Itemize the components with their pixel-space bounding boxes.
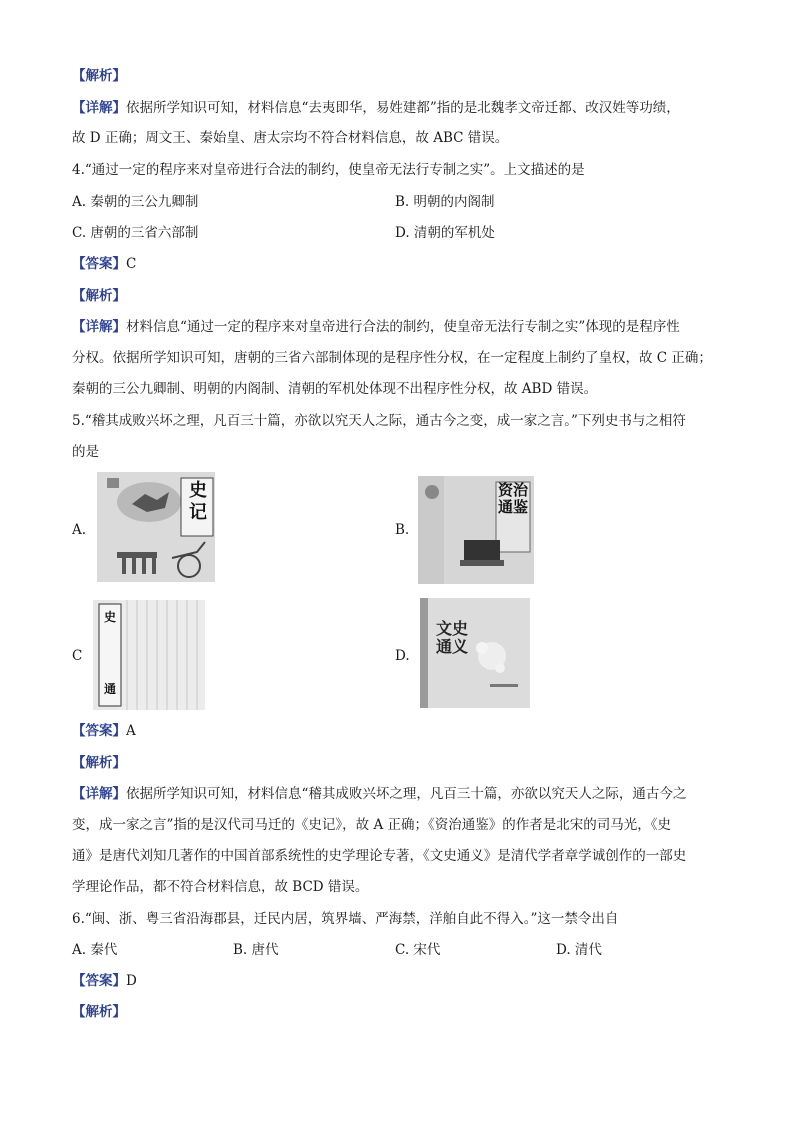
answer-value: D [126,973,137,989]
q4-answer [72,254,136,274]
detail-paragraph-line: 通》是唐代刘知几著作的中国首部系统性的史学理论专著，《文史通义》是清代学者章学诚创作的一部史 [72,848,687,864]
q5-label-c: C [72,648,83,664]
q4-option-b: B. 明朝的内阁制 [395,194,495,210]
question-5-stem: 5.“稽其成败兴坏之理，凡百三十篇，亦欲以究天人之际，通古今之变，成一家之言。”下列史书与之相符 [72,413,686,429]
q5-label-a: A. [72,522,87,538]
detail-tag: 【详解】 [72,786,126,802]
q4-option-c: C. 唐朝的三省六部制 [72,225,199,241]
book-cover-shitong [93,600,205,710]
detail-paragraph-line: 秦朝的三公九卿制、明朝的内阁制、清朝的军机处体现不出程序性分权，故 ABD 错误。 [72,381,598,397]
shitong-title-bottom: 通 [103,682,116,696]
question-5-stem: 的是 [72,444,99,460]
answer-tag: 【答案】 [72,973,126,989]
detail-tag: 【详解】 [72,319,126,335]
detail-text: 依据所学知识可知，材料信息“稽其成败兴坏之理，凡百三十篇，亦欲以究天人之际，通古今之 [126,786,687,802]
detail-tag: 【详解】 [72,100,126,116]
q6-option-c: C. 宋代 [395,942,441,958]
q5-label-b: B. [395,522,410,538]
detail-paragraph-line [72,98,680,118]
zizhitongjian-title: 资治通鉴 [498,481,529,516]
detail-text: 依据所学知识可知，材料信息“去夷即华，易姓建都”指的是北魏孝文帝迁都、改汉姓等功绩， [126,100,680,116]
book-cover-shiji [97,472,215,582]
detail-paragraph-line: 分权。依据所学知识可知，唐朝的三省六部制体现的是程序性分权，在一定程度上制约了皇权，故 C 正确； [72,350,712,366]
analysis-tag: 【解析】 [72,755,126,771]
question-4-stem: 4.“通过一定的程序来对皇帝进行合法的制约，使皇帝无法行专制之实”。上文描述的是 [72,162,585,178]
q6-option-b: B. 唐代 [233,942,279,958]
question-6-stem: 6.“闽、浙、粤三省沿海郡县，迁民内居，筑界墙、严海禁，洋舶自此不得入。”这一禁令出自 [72,911,619,927]
q6-answer [72,971,137,991]
q5-label-d: D. [395,648,410,664]
answer-value: A [126,723,136,739]
detail-text: 材料信息“通过一定的程序来对皇帝进行合法的制约，使皇帝无法行专制之实”体现的是程序性 [126,319,680,335]
analysis-tag: 【解析】 [72,288,126,304]
detail-paragraph-line: 学理论作品，都不符合材料信息，故 BCD 错误。 [72,879,369,895]
detail-paragraph-line [72,784,686,804]
q4-option-a: A. 秦朝的三公九卿制 [72,194,199,210]
q6-option-d: D. 清代 [556,942,602,958]
answer-tag: 【答案】 [72,723,126,739]
detail-paragraph-line [72,317,680,337]
analysis-tag: 【解析】 [72,1004,126,1020]
detail-paragraph-line: 变，成一家之言”指的是汉代司马迁的《史记》，故 A 正确；《资治通鉴》的作者是北宋的司马光，《史 [72,817,671,833]
analysis-tag: 【解析】 [72,68,126,84]
answer-value: C [126,256,137,272]
q5-answer [72,721,136,741]
book-cover-wenshitongyi [420,598,530,708]
detail-paragraph-line: 故 D 正确；周文王、秦始皇、唐太宗均不符合材料信息，故 ABC 错误。 [72,130,509,146]
book-cover-zizhitongjian [418,476,534,584]
shiji-title: 史记 [189,480,207,523]
wenshitongyi-title: 文史通义 [436,619,469,656]
answer-tag: 【答案】 [72,256,126,272]
q6-option-a: A. 秦代 [72,942,118,958]
shitong-title-top: 史 [103,610,116,624]
q4-option-d: D. 清朝的军机处 [395,225,495,241]
